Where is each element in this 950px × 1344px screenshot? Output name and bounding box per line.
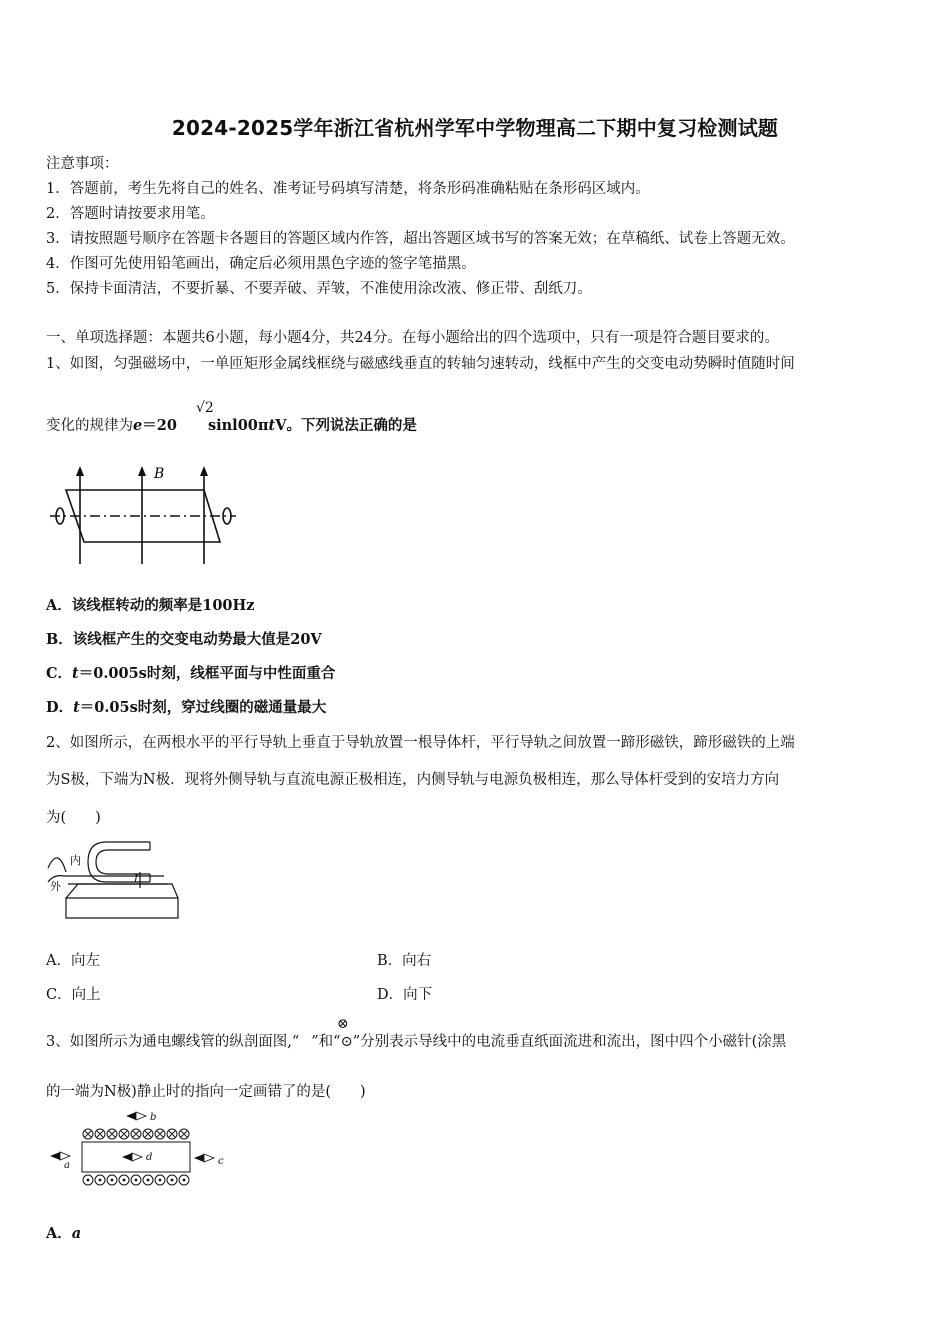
needle-label-c: c xyxy=(218,1156,224,1167)
q1-option-d-var: t xyxy=(73,699,80,716)
q1-option-d-label: D． xyxy=(46,699,74,716)
field-label-b: B xyxy=(154,466,165,482)
q2-option-d[interactable]: D．向下 xyxy=(377,987,433,1003)
q1-stem-line2 xyxy=(46,414,417,435)
q1-option-b[interactable]: B．该线框产生的交变电动势最大值是20V xyxy=(46,631,322,648)
needle-label-d: d xyxy=(146,1152,153,1163)
q1-option-d[interactable] xyxy=(46,696,326,717)
q1-var-t: t xyxy=(268,417,276,434)
q1-stem-line1: 1、如图，匀强磁场中，一单匝矩形金属线框绕与磁感线垂直的转轴匀速转动，线框中产生的交变电动势瞬时值随时间 xyxy=(46,356,795,372)
q1-var-e: e xyxy=(133,417,143,434)
note-item-3: 3．请按照题号顺序在答题卡各题目的答题区域内作答，超出答题区域书写的答案无效；在草稿纸、试卷上答题无效。 xyxy=(46,231,795,247)
q3-stem-line1 xyxy=(46,1030,786,1051)
q1-figure-rotating-frame xyxy=(44,462,244,566)
sqrt-2-symbol: √2 xyxy=(196,400,214,416)
q1-option-c-var: t xyxy=(72,665,79,682)
otimes-symbol: ⊗ xyxy=(337,1016,349,1032)
needle-label-b: b xyxy=(150,1112,157,1123)
notes-header: 注意事项： xyxy=(46,156,119,172)
q1-text-b: ＝20 xyxy=(142,417,177,434)
q1-text-c: sinl00π xyxy=(202,417,269,434)
q1-text-a: 变化的规律为 xyxy=(46,418,133,434)
label-current: I xyxy=(134,874,138,885)
q2-option-a[interactable]: A．向左 xyxy=(46,953,100,969)
note-item-4: 4．作图可先使用铅笔画出，确定后必须用黑色字迹的签字笔描黑。 xyxy=(46,256,476,272)
q1-text-d: V。下列说法正确的是 xyxy=(275,417,417,434)
q3-figure-solenoid xyxy=(46,1108,232,1190)
q2-option-c[interactable]: C．向上 xyxy=(46,987,101,1003)
q1-option-c-text: ＝0.005s时刻，线框平面与中性面重合 xyxy=(78,665,336,682)
q2-stem-line2: 为S极，下端为N极．现将外侧导轨与直流电源正极相连，内侧导轨与电源负极相连，那么导体杆受到的安培力方向 xyxy=(46,772,780,788)
q3-option-a-value: a xyxy=(71,1225,82,1242)
q3-option-a-label: A． xyxy=(46,1225,72,1242)
label-inner-rail: 内 xyxy=(70,854,81,867)
q2-stem-line3: 为( ) xyxy=(46,810,101,826)
q3-option-a[interactable] xyxy=(46,1222,81,1243)
q1-option-c[interactable] xyxy=(46,662,335,683)
needle-label-a: a xyxy=(64,1160,70,1171)
q1-option-c-label: C． xyxy=(46,665,73,682)
q2-stem-line1: 2、如图所示，在两根水平的平行导轨上垂直于导轨放置一根导体杆，平行导轨之间放置一蹄形磁铁，蹄形磁铁的上端 xyxy=(46,735,795,751)
note-item-2: 2．答题时请按要求用笔。 xyxy=(46,206,215,222)
q2-option-b[interactable]: B．向右 xyxy=(377,953,432,969)
note-item-1: 1．答题前，考生先将自己的姓名、准考证号码填写清楚，将条形码准确粘贴在条形码区域内。 xyxy=(46,181,650,197)
q3-text-b: ”和“⊙”分别表示导线中的电流垂直纸面流进和流出，图中四个小磁针(涂黑 xyxy=(311,1034,787,1050)
q2-figure-horseshoe-magnet xyxy=(44,838,184,920)
q3-text-a: 3、如图所示为通电螺线管的纵剖面图,“ xyxy=(46,1034,300,1050)
page-title: 2024-2025学年浙江省杭州学军中学物理高二下期中复习检测试题 xyxy=(171,116,779,140)
section-heading: 一、单项选择题：本题共6小题，每小题4分，共24分。在每小题给出的四个选项中，只有一项是符合题目要求的。 xyxy=(46,330,779,346)
q1-option-a[interactable]: A．该线框转动的频率是100Hz xyxy=(46,597,255,614)
q3-stem-line2: 的一端为N极)静止时的指向一定画错了的是( ) xyxy=(46,1084,366,1100)
label-outer-rail: 外 xyxy=(50,880,61,893)
note-item-5: 5．保持卡面清洁，不要折暴、不要弄破、弄皱，不准使用涂改液、修正带、刮纸刀。 xyxy=(46,281,592,297)
q1-option-d-text: ＝0.05s时刻，穿过线圈的磁通量最大 xyxy=(79,699,327,716)
